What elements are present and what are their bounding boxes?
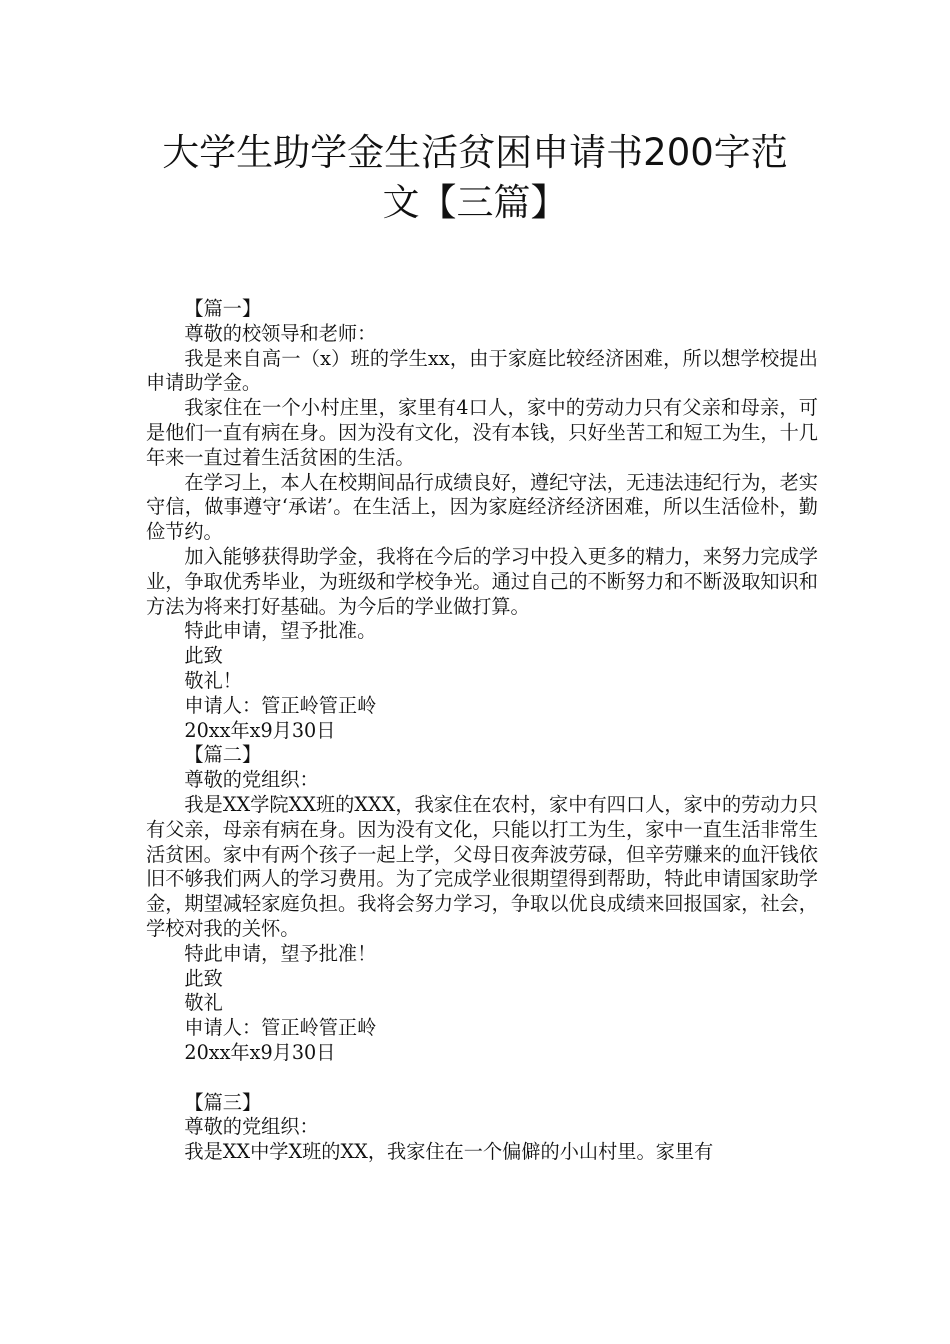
document-title	[120, 128, 830, 228]
closing-zhizhi: 此致	[184, 644, 223, 668]
closing-jingli: 敬礼！	[184, 668, 242, 692]
applicant-signature: 申请人：管正岭管正岭	[184, 1016, 377, 1040]
blank-line	[146, 1066, 818, 1091]
section-heading-1: 【篇一】	[184, 297, 262, 320]
title-line-2: 文【三篇】	[382, 181, 568, 224]
closing-request: 特此申请，望予批准！	[184, 941, 377, 965]
title-line-1: 大学生助学金生活贫困申请书200字范	[162, 131, 788, 174]
section-heading-3: 【篇三】	[184, 1090, 262, 1114]
closing-request: 特此申请，望予批准。	[184, 619, 377, 643]
salutation: 尊敬的党组织：	[184, 768, 319, 792]
body-paragraph: 我家住在一个小村庄里，家里有4口人，家中的劳动力只有父亲和母亲，可是他们一直有病在身。因为没有文化，没有本钱，只好坐苦工和短工为生，十几年来一直过着生活贫困的生活。	[146, 396, 818, 469]
applicant-signature: 申请人：管正岭管正岭	[184, 693, 377, 717]
closing-jingli: 敬礼	[184, 991, 223, 1015]
date-line: 20xx年x9月30日	[184, 718, 336, 742]
salutation: 尊敬的党组织：	[184, 1115, 319, 1139]
body-paragraph: 加入能够获得助学金，我将在今后的学习中投入更多的精力，来努力完成学业，争取优秀毕业，为班级和学校争光。通过自己的不断努力和不断汲取知识和方法为将来打好基础。为今后的学业做打算。	[146, 544, 818, 618]
body-paragraph: 我是XX中学X班的XX，我家住在一个偏僻的小山村里。家里有	[184, 1140, 714, 1164]
closing-zhizhi: 此致	[184, 966, 223, 990]
salutation: 尊敬的校领导和老师：	[184, 321, 377, 345]
body-paragraph: 在学习上，本人在校期间品行成绩良好，遵纪守法，无违法违纪行为，老实守信，做事遵守‘承诺’。在生活上，因为家庭经济经济困难，所以生活俭朴，勤俭节约。	[146, 470, 818, 544]
date-line: 20xx年x9月30日	[184, 1040, 336, 1064]
body-paragraph: 我是来自高一（x）班的学生xx，由于家庭比较经济困难，所以想学校提出申请助学金。	[146, 346, 818, 395]
body-paragraph: 我是XX学院XX班的XXX，我家住在农村，家中有四口人，家中的劳动力只有父亲，母亲有病在身。因为没有文化，只能以打工为生，家中一直生活非常生活贫困。家中有两个孩子一起上学，父母日夜奔波劳碌，但辛劳赚来的血汗钱依旧不够我们两人的学习费用。为了完成学业很期望得到帮助，特此申请国家助学金，期望减轻家庭负担。我将会努力学习，争取以优良成绩来回报国家，社会，学校对我的关怀。	[146, 792, 818, 940]
document-body	[146, 297, 818, 1165]
section-heading-2: 【篇二】	[184, 743, 262, 767]
